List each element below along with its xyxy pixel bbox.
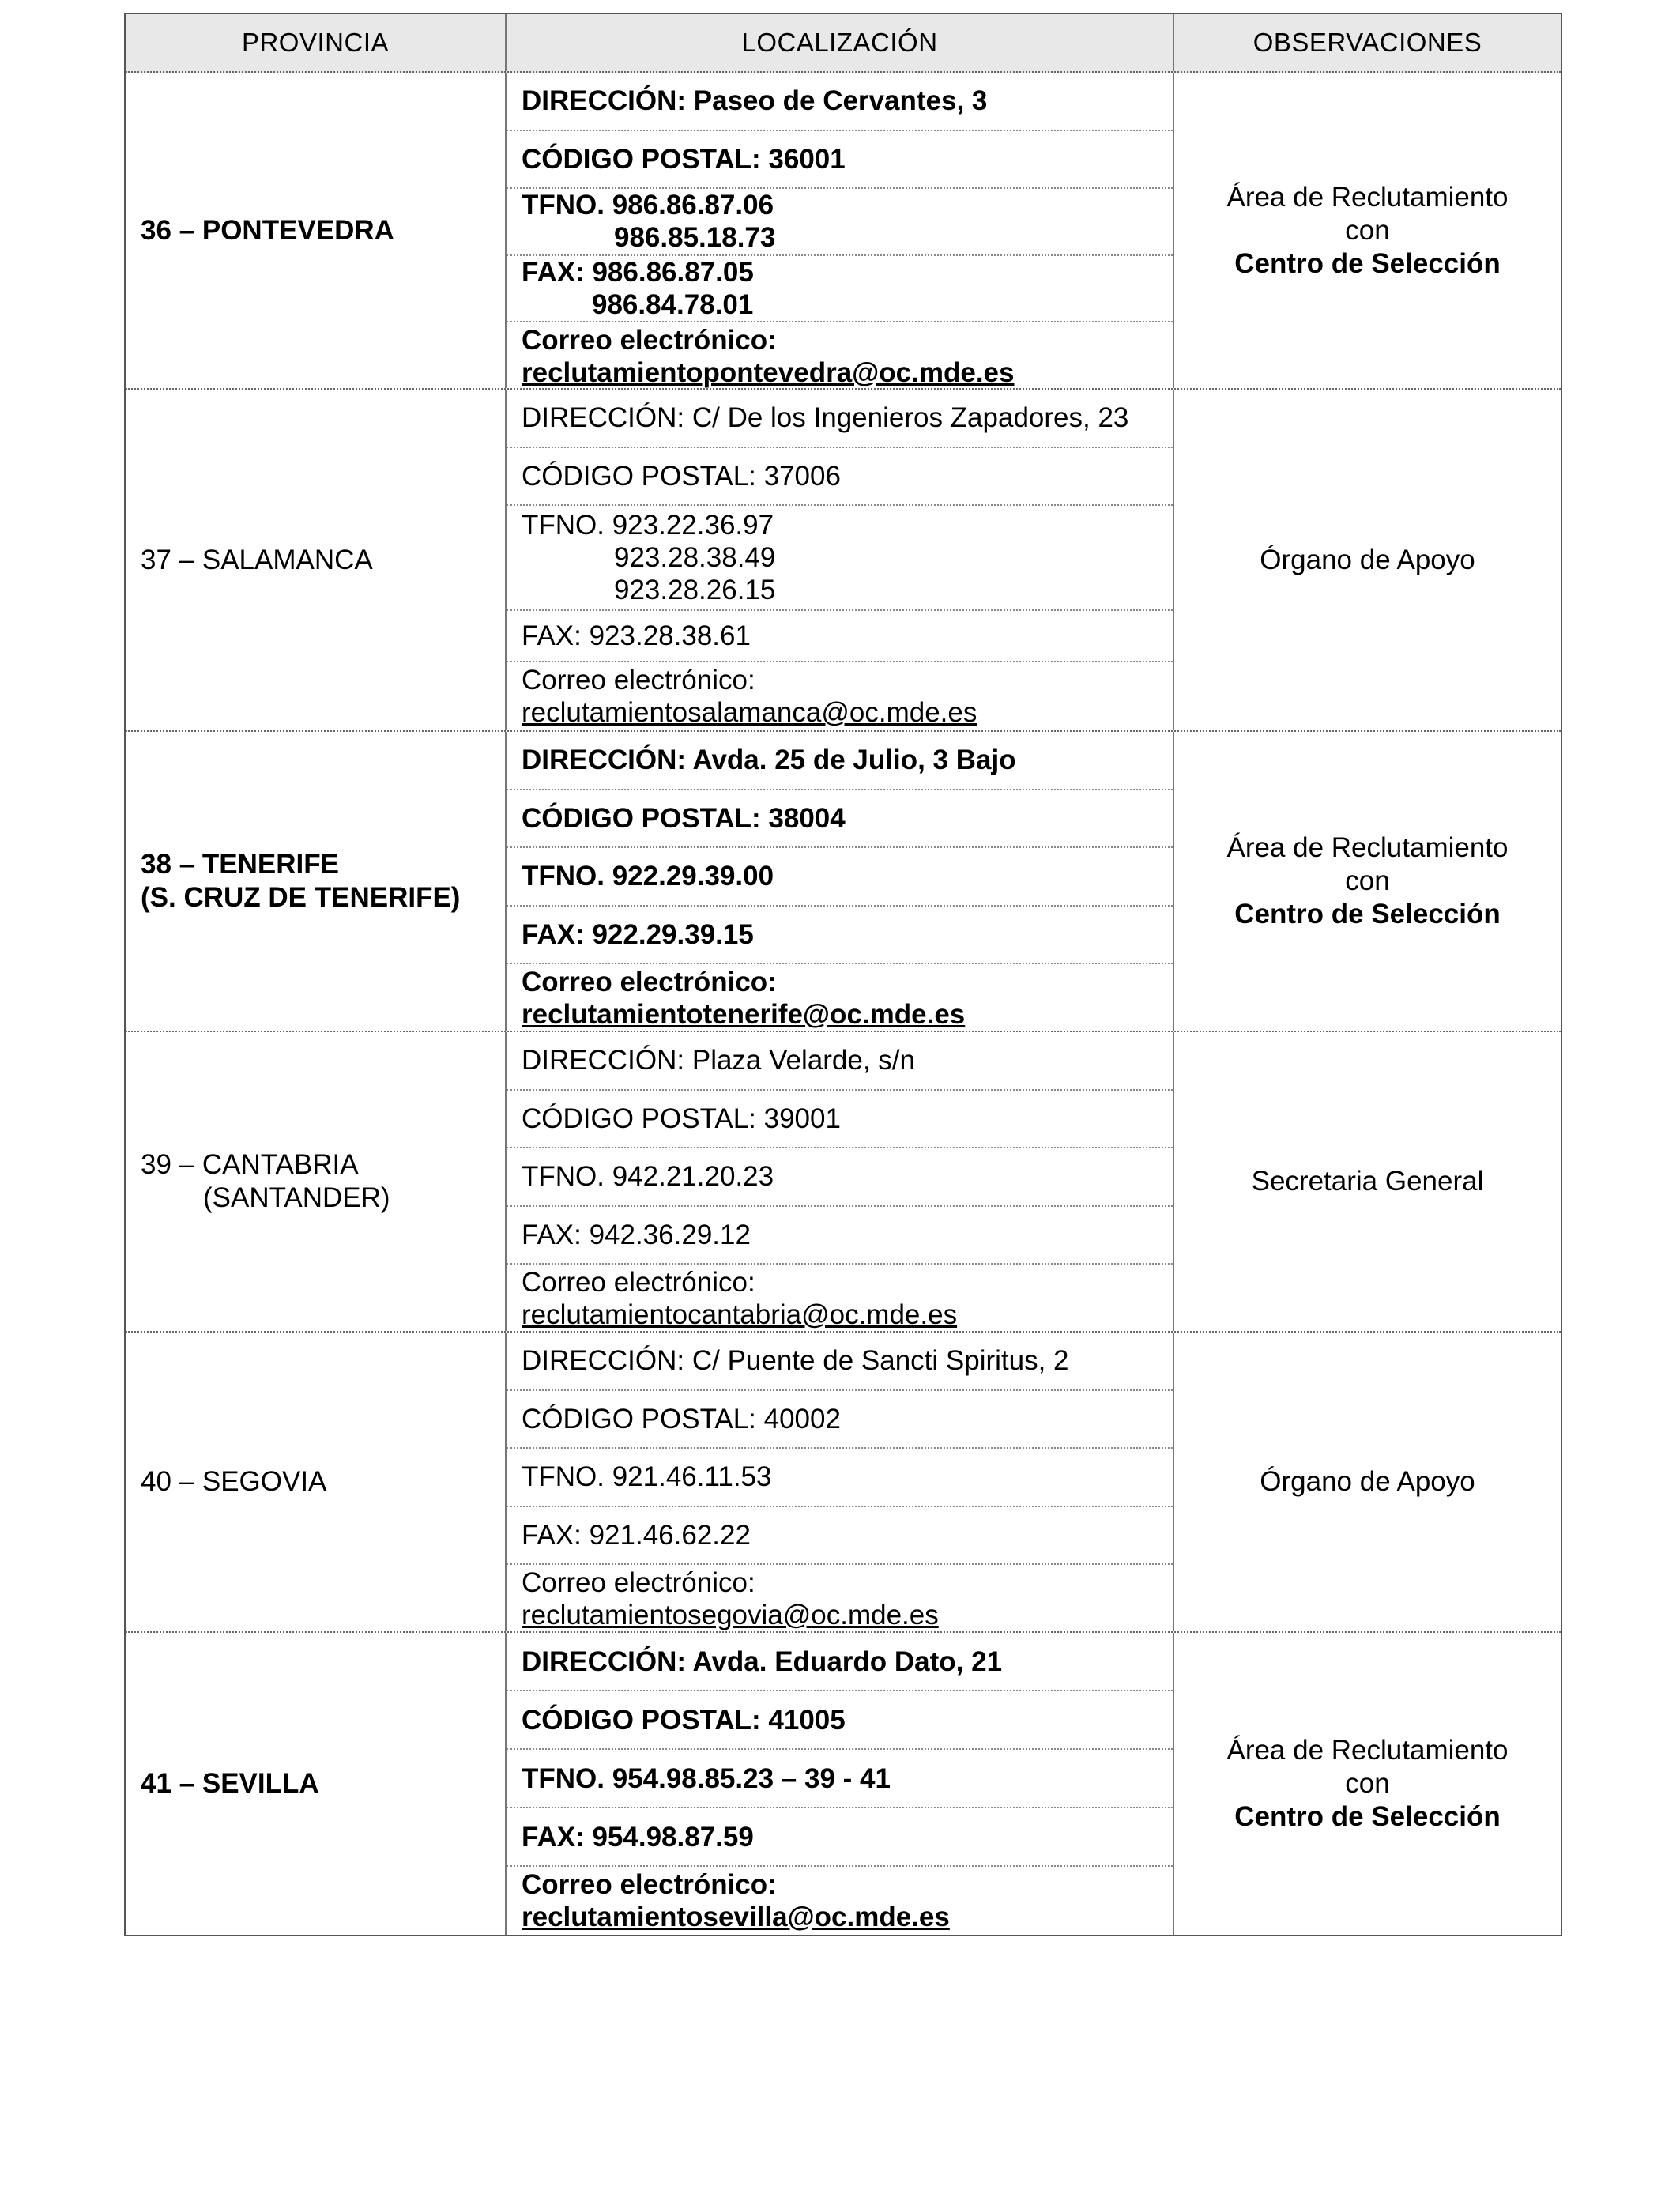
email-link[interactable]: reclutamientotenerife@oc.mde.es — [522, 999, 966, 1030]
phone: TFNO. 954.98.85.23 – 39 - 41 — [507, 1750, 1173, 1808]
province-cell — [126, 732, 507, 1031]
location-cell — [507, 1032, 1174, 1331]
province-cell — [126, 73, 507, 388]
header-localizacion: LOCALIZACIÓN — [507, 14, 1174, 71]
recruitment-offices-table — [124, 13, 1562, 1936]
province-subname: (S. CRUZ DE TENERIFE) — [141, 882, 461, 913]
email-link[interactable]: reclutamientocantabria@oc.mde.es — [522, 1299, 958, 1330]
observations-cell: Área de Reclutamiento con Centro de Selección — [1226, 1735, 1509, 1832]
location-cell — [507, 1633, 1174, 1935]
email-block — [507, 1867, 1173, 1935]
postal-code: CÓDIGO POSTAL: 37006 — [507, 448, 1173, 507]
email-block — [507, 964, 1173, 1031]
email-block — [507, 322, 1173, 388]
location-cell — [507, 1333, 1174, 1631]
email-block — [507, 662, 1173, 730]
fax: FAX: 921.46.62.22 — [507, 1507, 1173, 1566]
email-link[interactable]: reclutamientosegovia@oc.mde.es — [522, 1600, 939, 1630]
table-row — [126, 1333, 1561, 1633]
postal-code: CÓDIGO POSTAL: 38004 — [507, 790, 1173, 849]
fax: FAX: 986.86.87.05 986.84.78.01 — [507, 256, 1173, 322]
province-name: 41 – SEVILLA — [141, 1768, 319, 1799]
fax: FAX: 954.98.87.59 — [507, 1808, 1173, 1867]
province-name: 36 – PONTEVEDRA — [141, 214, 394, 246]
province-name: 40 – SEGOVIA — [141, 1466, 327, 1497]
postal-code: CÓDIGO POSTAL: 41005 — [507, 1691, 1173, 1750]
province-cell — [126, 1032, 507, 1331]
table-row — [126, 390, 1561, 732]
email-label: Correo electrónico: — [522, 1567, 755, 1598]
province-name: 37 – SALAMANCA — [141, 544, 373, 575]
fax: FAX: 942.36.29.12 — [507, 1207, 1173, 1265]
location-cell — [507, 73, 1174, 388]
email-block — [507, 1565, 1173, 1631]
email-link[interactable]: reclutamientopontevedra@oc.mde.es — [522, 357, 1015, 388]
observations-cell: Órgano de Apoyo — [1260, 1466, 1475, 1497]
header-observaciones: OBSERVACIONES — [1252, 28, 1482, 57]
observations-cell: Órgano de Apoyo — [1260, 544, 1475, 575]
postal-code: CÓDIGO POSTAL: 39001 — [507, 1091, 1173, 1149]
email-block — [507, 1265, 1173, 1331]
table-row — [126, 1032, 1561, 1333]
location-cell — [507, 390, 1174, 730]
phone: TFNO. 921.46.11.53 — [507, 1449, 1173, 1507]
phone: TFNO. 942.21.20.23 — [507, 1148, 1173, 1207]
postal-code: CÓDIGO POSTAL: 36001 — [507, 131, 1173, 190]
province-cell — [126, 1633, 507, 1935]
address: DIRECCIÓN: Avda. Eduardo Dato, 21 — [507, 1633, 1173, 1691]
fax: FAX: 923.28.38.61 — [507, 611, 1173, 663]
address: DIRECCIÓN: Paseo de Cervantes, 3 — [507, 73, 1173, 131]
phone: TFNO. 923.22.36.97 923.28.38.49 923.28.26.15 — [507, 506, 1173, 610]
phone: TFNO. 922.29.39.00 — [507, 848, 1173, 907]
address: DIRECCIÓN: C/ De los Ingenieros Zapadores, 23 — [507, 390, 1173, 448]
province-subname: (SANTANDER) — [203, 1182, 390, 1213]
email-link[interactable]: reclutamientosevilla@oc.mde.es — [522, 1902, 950, 1932]
postal-code: CÓDIGO POSTAL: 40002 — [507, 1391, 1173, 1449]
email-label: Correo electrónico: — [522, 1869, 777, 1900]
address: DIRECCIÓN: C/ Puente de Sancti Spiritus, 2 — [507, 1333, 1173, 1391]
email-label: Correo electrónico: — [522, 325, 777, 356]
province-name: 38 – TENERIFE — [141, 849, 339, 880]
address: DIRECCIÓN: Plaza Velarde, s/n — [507, 1032, 1173, 1091]
email-label: Correo electrónico: — [522, 967, 777, 997]
email-label: Correo electrónico: — [522, 1267, 755, 1298]
header-provincia: PROVINCIA — [126, 14, 507, 71]
email-link[interactable]: reclutamientosalamanca@oc.mde.es — [522, 697, 977, 729]
observations-cell: Área de Reclutamiento con Centro de Selección — [1226, 832, 1509, 929]
phone: TFNO. 986.86.87.06 986.85.18.73 — [507, 189, 1173, 255]
fax: FAX: 922.29.39.15 — [507, 907, 1173, 965]
province-cell — [126, 390, 507, 730]
address: DIRECCIÓN: Avda. 25 de Julio, 3 Bajo — [507, 732, 1173, 790]
table-row — [126, 1633, 1561, 1935]
province-cell — [126, 1333, 507, 1631]
email-label: Correo electrónico: — [522, 665, 755, 696]
location-cell — [507, 732, 1174, 1031]
observations-cell: Secretaria General — [1251, 1166, 1484, 1197]
table-row — [126, 73, 1561, 390]
province-name: 39 – CANTABRIA — [141, 1149, 359, 1180]
observations-cell: Área de Reclutamiento con Centro de Selección — [1226, 181, 1509, 279]
table-header — [126, 14, 1561, 73]
table-row — [126, 732, 1561, 1032]
